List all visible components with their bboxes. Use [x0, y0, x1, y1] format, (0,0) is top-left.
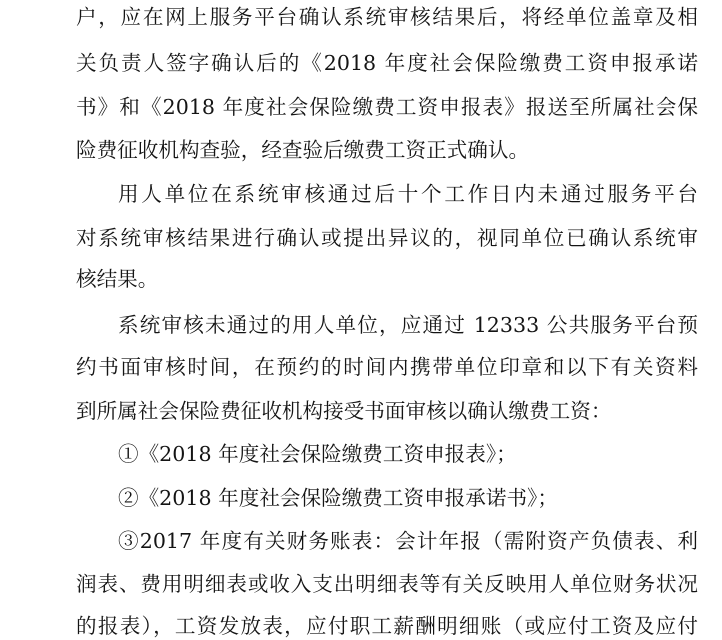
- text-line-12: ②《2018 年度社会保险缴费工资申报承诺书》；: [118, 486, 558, 510]
- text-line-5: 用人单位在系统审核通过后十个工作日内未通过服务平台: [118, 182, 698, 206]
- text-line-10: 到所属社会保险费征收机构接受书面审核以确认缴费工资：: [76, 399, 612, 423]
- text-line-14: 润表、费用明细表或收入支出明细表等有关反映用人单位财务状况: [76, 572, 698, 596]
- text-line-15: 的报表），工资发放表，应付职工薪酬明细账（或应付工资及应付: [76, 614, 698, 638]
- text-line-13: ③2017 年度有关财务账表：会计年报（需附资产负债表、利: [118, 529, 698, 553]
- text-line-11: ①《2018 年度社会保险缴费工资申报表》；: [118, 442, 517, 466]
- text-line-4: 险费征收机构查验，经查验后缴费工资正式确认。: [76, 138, 530, 162]
- text-line-6: 对系统审核结果进行确认或提出异议的，视同单位已确认系统审: [76, 226, 698, 250]
- text-line-7: 核结果。: [76, 267, 159, 291]
- text-line-9: 约书面审核时间，在预约的时间内携带单位印章和以下有关资料: [76, 355, 698, 379]
- text-line-2: 关负责人签字确认后的《2018 年度社会保险缴费工资申报承诺: [76, 51, 698, 75]
- text-line-3: 书》和《2018 年度社会保险缴费工资申报表》报送至所属社会保: [76, 95, 698, 119]
- text-line-1: 户，应在网上服务平台确认系统审核结果后，将经单位盖章及相: [76, 5, 698, 29]
- text-line-8: 系统审核未通过的用人单位，应通过 12333 公共服务平台预: [118, 313, 698, 337]
